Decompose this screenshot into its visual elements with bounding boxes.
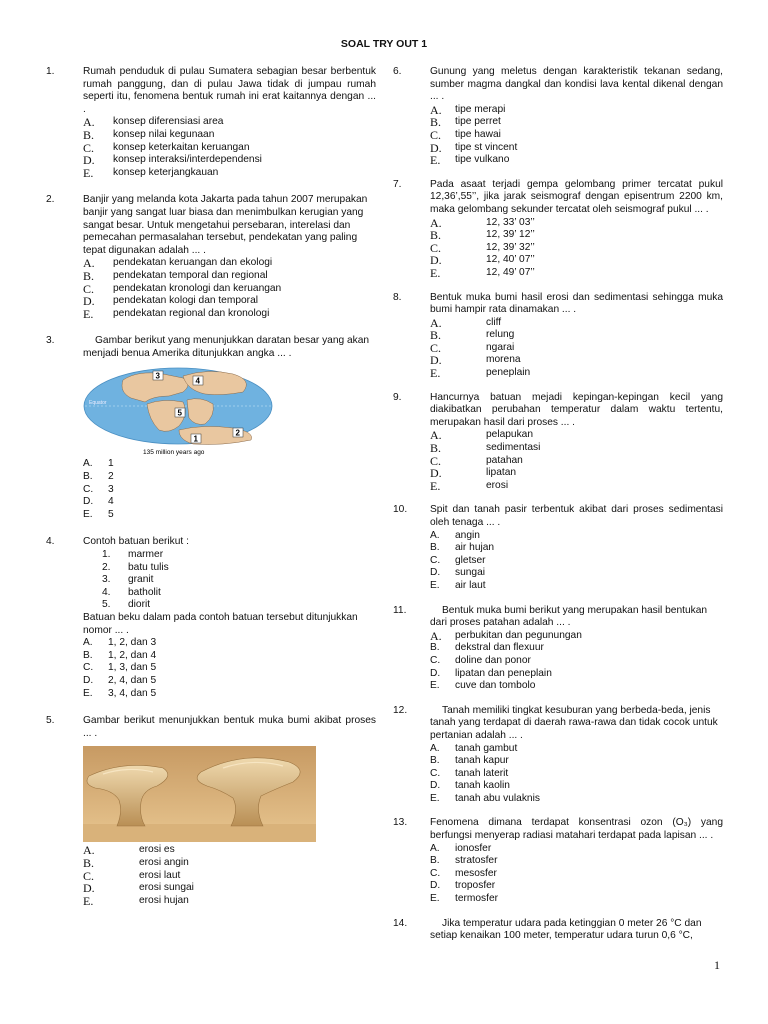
option-text: ionosfer bbox=[455, 842, 492, 854]
item-number: 3. bbox=[102, 574, 111, 586]
options bbox=[83, 637, 376, 700]
option-d[interactable] bbox=[430, 780, 723, 793]
option-letter: D. bbox=[430, 466, 442, 481]
question-text: Gambar berikut menunjukkan bentuk muka bumi akibat proses ... . bbox=[83, 715, 376, 739]
options bbox=[430, 217, 723, 280]
option-letter: A. bbox=[83, 458, 93, 470]
option-letter: C. bbox=[430, 240, 442, 255]
option-letter: D. bbox=[430, 780, 441, 792]
option-letter: C. bbox=[83, 140, 95, 155]
question-11 bbox=[393, 605, 723, 693]
option-a[interactable] bbox=[430, 630, 723, 643]
options bbox=[430, 743, 723, 806]
option-letter: B. bbox=[83, 268, 95, 283]
option-c[interactable] bbox=[430, 455, 723, 468]
option-d[interactable] bbox=[430, 354, 723, 367]
option-letter: D. bbox=[83, 294, 95, 309]
option-c[interactable] bbox=[83, 662, 376, 675]
option-text: erosi angin bbox=[139, 856, 189, 868]
question-text: Gambar berikut yang menunjukkan daratan besar yang akan menjadi benua Amerika ditunjukkan angka ... . bbox=[83, 335, 370, 359]
option-d[interactable] bbox=[83, 295, 376, 308]
option-text: dekstral dan flexuur bbox=[455, 642, 544, 654]
option-letter: E. bbox=[83, 306, 94, 321]
option-letter: E. bbox=[430, 366, 441, 381]
option-letter: A. bbox=[430, 315, 442, 330]
option-text: ngarai bbox=[486, 341, 515, 353]
question-number: 13. bbox=[393, 817, 408, 829]
option-letter: A. bbox=[430, 215, 442, 230]
option-letter: E. bbox=[83, 893, 94, 908]
question-8 bbox=[393, 292, 723, 380]
option-b[interactable] bbox=[83, 270, 376, 283]
option-e[interactable] bbox=[430, 367, 723, 380]
option-text: 1, 2, dan 3 bbox=[108, 637, 157, 649]
option-text: erosi bbox=[486, 479, 509, 491]
option-text: 12, 49’ 07’’ bbox=[486, 266, 535, 278]
option-a[interactable] bbox=[83, 844, 376, 857]
option-e[interactable] bbox=[83, 688, 376, 701]
question-1 bbox=[46, 66, 376, 179]
option-text: termosfer bbox=[455, 893, 499, 905]
question-number: 4. bbox=[46, 536, 55, 548]
option-text: pelapukan bbox=[486, 429, 534, 441]
option-text: konsep keterjangkauan bbox=[113, 166, 219, 178]
option-text: morena bbox=[486, 354, 521, 366]
option-text: angin bbox=[455, 529, 480, 541]
option-letter: C. bbox=[430, 340, 442, 355]
option-text: 3 bbox=[108, 483, 114, 495]
option-letter: A. bbox=[83, 637, 93, 649]
option-c[interactable] bbox=[430, 129, 723, 142]
option-text: peneplain bbox=[486, 367, 531, 379]
option-text: 12, 40’ 07’’ bbox=[486, 254, 535, 266]
option-text: tanah gambut bbox=[455, 742, 518, 754]
rock-list bbox=[102, 549, 376, 612]
option-text: 4 bbox=[108, 496, 114, 508]
item-number: 2. bbox=[102, 561, 111, 573]
option-text: cuve dan tombolo bbox=[455, 680, 536, 692]
question-14 bbox=[393, 918, 723, 943]
options bbox=[430, 104, 723, 167]
question-number: 10. bbox=[393, 504, 408, 516]
list-item bbox=[102, 574, 376, 587]
option-e[interactable] bbox=[430, 893, 723, 906]
option-a[interactable] bbox=[430, 317, 723, 330]
question-text-2-content: Batuan beku dalam pada contoh batuan tersebut ditunjukkan nomor ... . bbox=[83, 612, 358, 636]
map-label-2: 2 bbox=[235, 428, 240, 438]
pangaea-map bbox=[83, 366, 273, 456]
question-text: Contoh batuan berikut : bbox=[83, 536, 189, 548]
option-b[interactable] bbox=[83, 650, 376, 663]
option-letter: C. bbox=[83, 483, 94, 495]
option-c[interactable] bbox=[83, 142, 376, 155]
item-text: batholit bbox=[128, 586, 161, 598]
option-letter: E. bbox=[83, 508, 93, 520]
item-text: diorit bbox=[128, 599, 151, 611]
option-text: 12, 33’ 03’’ bbox=[486, 216, 535, 228]
options bbox=[430, 843, 723, 906]
question-number: 6. bbox=[393, 66, 402, 77]
question-text: Bentuk muka bumi hasil erosi dan sedimentasi sehingga muka bumi hampir rata dinamakan ... . bbox=[430, 291, 723, 316]
option-letter: A. bbox=[430, 628, 442, 643]
option-a[interactable] bbox=[430, 217, 723, 230]
option-a[interactable] bbox=[430, 843, 723, 856]
page-number: 1 bbox=[714, 958, 720, 973]
option-letter: A. bbox=[83, 115, 95, 130]
option-d[interactable] bbox=[83, 882, 376, 895]
option-a[interactable] bbox=[83, 257, 376, 270]
option-e[interactable] bbox=[430, 267, 723, 280]
rock-formation-photo bbox=[83, 746, 316, 842]
option-c[interactable] bbox=[430, 768, 723, 781]
option-text: tanah abu vulaknis bbox=[455, 792, 540, 804]
option-letter: D. bbox=[83, 153, 95, 168]
question-number: 11. bbox=[393, 604, 407, 616]
options bbox=[83, 458, 376, 521]
option-letter: B. bbox=[430, 441, 442, 456]
option-c[interactable] bbox=[83, 870, 376, 883]
option-text: air hujan bbox=[455, 542, 495, 554]
option-text: 3, 4, dan 5 bbox=[108, 687, 157, 699]
option-b[interactable] bbox=[430, 542, 723, 555]
option-letter: E. bbox=[430, 265, 441, 280]
option-c[interactable] bbox=[430, 242, 723, 255]
option-letter: E. bbox=[430, 792, 440, 804]
question-12 bbox=[393, 705, 723, 806]
item-number: 1. bbox=[102, 549, 111, 561]
option-letter: A. bbox=[83, 843, 95, 858]
option-d[interactable] bbox=[430, 142, 723, 155]
equator-label: Equator bbox=[89, 400, 107, 407]
option-b[interactable] bbox=[430, 855, 723, 868]
option-text: 2 bbox=[108, 471, 114, 483]
option-text: 1 bbox=[108, 458, 114, 470]
left-column bbox=[46, 66, 376, 922]
question-number: 14. bbox=[393, 917, 408, 929]
option-c[interactable] bbox=[83, 484, 376, 497]
question-text: Spit dan tanah pasir terbentuk akibat dari proses sedimentasi oleh tenaga ... . bbox=[430, 504, 723, 528]
option-d[interactable] bbox=[430, 567, 723, 580]
option-letter: B. bbox=[430, 855, 440, 867]
map-label-5: 5 bbox=[177, 408, 182, 418]
option-text: air laut bbox=[455, 579, 486, 591]
question-number: 2. bbox=[46, 194, 55, 206]
option-letter: C. bbox=[83, 868, 95, 883]
question-number: 5. bbox=[46, 715, 55, 727]
map-caption: 135 million years ago bbox=[143, 449, 205, 457]
world-map-image bbox=[83, 366, 273, 456]
option-e[interactable] bbox=[430, 793, 723, 806]
option-b[interactable] bbox=[430, 642, 723, 655]
option-a[interactable] bbox=[430, 743, 723, 756]
option-a[interactable] bbox=[430, 104, 723, 117]
option-a[interactable] bbox=[430, 530, 723, 543]
mushroom-rock-image bbox=[83, 746, 316, 842]
option-text: erosi sungai bbox=[139, 882, 194, 894]
option-letter: A. bbox=[430, 742, 440, 754]
option-text: tanah kaolin bbox=[455, 780, 510, 792]
option-letter: C. bbox=[83, 662, 94, 674]
option-e[interactable] bbox=[83, 895, 376, 908]
option-a[interactable] bbox=[83, 637, 376, 650]
option-a[interactable] bbox=[83, 116, 376, 129]
map-label-4: 4 bbox=[195, 376, 200, 386]
question-text: Fenomena dimana terdapat konsentrasi ozon (O₃) yang berfungsi menyerap radiasi matahari terdapat pada lapisan ... . bbox=[430, 817, 723, 842]
option-e[interactable] bbox=[430, 680, 723, 693]
option-text: gletser bbox=[455, 554, 486, 566]
options bbox=[430, 530, 723, 593]
item-text: granit bbox=[128, 574, 154, 586]
option-letter: D. bbox=[430, 667, 441, 679]
option-letter: B. bbox=[430, 115, 442, 130]
option-text: doline dan ponor bbox=[455, 654, 531, 666]
option-d[interactable] bbox=[83, 496, 376, 509]
option-text: tipe merapi bbox=[455, 103, 506, 115]
question-text: Rumah penduduk di pulau Sumatera sebagian besar berbentuk rumah panggung, dan di pulau Jawa tidak di jumpau rumah seperti itu, fenomena bentuk rumah ini erat kaitannya dengan ... . bbox=[83, 66, 376, 115]
option-text: patahan bbox=[486, 454, 523, 466]
option-b[interactable] bbox=[83, 471, 376, 484]
question-text: Banjir yang melanda kota Jakarta pada tahun 2007 merupakan banjir yang sangat luar biasa dan menimbulkan kerugian yang sangat besar. Untuk mengetahui persebaran, interelasi dan pemecahan permasalahan tersebut, pendekatan yang paling tepat digunakan adalah ... . bbox=[83, 194, 368, 256]
option-text: sungai bbox=[455, 567, 486, 579]
option-a[interactable] bbox=[430, 429, 723, 442]
map-label-1: 1 bbox=[193, 434, 198, 444]
option-e[interactable] bbox=[83, 308, 376, 321]
options bbox=[83, 257, 376, 320]
option-text: pendekatan keruangan dan ekologi bbox=[113, 257, 273, 269]
page-title: SOAL TRY OUT 1 bbox=[340, 38, 428, 50]
option-letter: A. bbox=[83, 256, 95, 271]
option-text: lipatan dan peneplain bbox=[455, 667, 552, 679]
option-text: lipatan bbox=[486, 467, 517, 479]
options bbox=[83, 844, 376, 907]
option-letter: B. bbox=[83, 855, 95, 870]
item-number: 5. bbox=[102, 599, 111, 611]
item-text: batu tulis bbox=[128, 561, 169, 573]
option-text: 5 bbox=[108, 508, 114, 520]
option-letter: A. bbox=[430, 529, 440, 541]
option-letter: C. bbox=[430, 554, 441, 566]
option-letter: B. bbox=[83, 649, 93, 661]
option-text: relung bbox=[486, 329, 515, 341]
option-text: erosi es bbox=[139, 844, 175, 856]
question-6 bbox=[393, 66, 723, 167]
option-text: mesosfer bbox=[455, 867, 497, 879]
option-letter: A. bbox=[430, 102, 442, 117]
option-text: tipe perret bbox=[455, 116, 501, 128]
option-e[interactable] bbox=[430, 580, 723, 593]
option-letter: D. bbox=[83, 496, 94, 508]
option-letter: B. bbox=[430, 542, 440, 554]
option-text: pendekatan kronologi dan keruangan bbox=[113, 282, 282, 294]
option-letter: C. bbox=[430, 867, 441, 879]
option-letter: E. bbox=[83, 165, 94, 180]
option-d[interactable] bbox=[430, 668, 723, 681]
option-text: troposfer bbox=[455, 880, 496, 892]
option-letter: B. bbox=[83, 471, 93, 483]
option-letter: E. bbox=[430, 893, 440, 905]
option-text: perbukitan dan pegunungan bbox=[455, 629, 582, 641]
item-number: 4. bbox=[102, 586, 111, 598]
options bbox=[430, 630, 723, 693]
option-d[interactable] bbox=[83, 154, 376, 167]
question-number: 3. bbox=[46, 335, 55, 347]
list-item bbox=[102, 549, 376, 562]
option-d[interactable] bbox=[430, 880, 723, 893]
option-letter: E. bbox=[430, 579, 440, 591]
list-item bbox=[102, 587, 376, 600]
question-13 bbox=[393, 817, 723, 905]
option-letter: D. bbox=[83, 881, 95, 896]
option-letter: C. bbox=[430, 767, 441, 779]
option-letter: A. bbox=[430, 428, 442, 443]
option-letter: D. bbox=[83, 674, 94, 686]
option-letter: B. bbox=[430, 755, 440, 767]
options bbox=[430, 429, 723, 492]
option-letter: B. bbox=[430, 228, 442, 243]
option-text: 1, 3, dan 5 bbox=[108, 662, 157, 674]
question-text: Gunung yang meletus dengan karakteristik tekanan sedang, sumber magma dangkal dan kondisi lava kental dikenal dengan ... . bbox=[430, 66, 723, 103]
option-text: erosi hujan bbox=[139, 894, 189, 906]
question-number: 8. bbox=[393, 291, 402, 303]
question-text-2 bbox=[83, 612, 376, 637]
question-4 bbox=[46, 536, 376, 700]
option-text: pendekatan kologi dan temporal bbox=[113, 295, 258, 307]
list-item bbox=[102, 599, 376, 612]
option-b[interactable] bbox=[430, 755, 723, 768]
option-text: tipe st vincent bbox=[455, 141, 518, 153]
option-letter: B. bbox=[430, 328, 442, 343]
question-7 bbox=[393, 179, 723, 280]
question-2 bbox=[46, 194, 376, 320]
option-text: pendekatan regional dan kronologi bbox=[113, 307, 270, 319]
option-b[interactable] bbox=[430, 229, 723, 242]
question-text: Pada asaat terjadi gempa gelombang primer tercatat pukul 12,36’,55’’, jika jarak seismograf dengan episentrum 2200 km, maka gelombang sekunder tercatat oleh seismograf pukul ... . bbox=[430, 178, 723, 215]
option-c[interactable] bbox=[83, 283, 376, 296]
option-b[interactable] bbox=[430, 442, 723, 455]
question-5 bbox=[46, 715, 376, 907]
question-text: Hancurnya batuan mejadi kepingan-kepingan kecil yang diakibatkan perubahan temperatur dalam waktu tertentu, merupakan hasil dari proses ... . bbox=[430, 391, 723, 428]
option-c[interactable] bbox=[430, 555, 723, 568]
item-text: marmer bbox=[128, 549, 164, 561]
option-d[interactable] bbox=[83, 675, 376, 688]
option-e[interactable] bbox=[430, 480, 723, 493]
question-number: 12. bbox=[393, 704, 408, 716]
option-letter: E. bbox=[83, 687, 93, 699]
option-text: 12, 39’ 12’’ bbox=[486, 229, 535, 241]
option-letter: A. bbox=[430, 842, 440, 854]
option-text: 2, 4, dan 5 bbox=[108, 674, 157, 686]
option-d[interactable] bbox=[430, 467, 723, 480]
option-letter: D. bbox=[430, 567, 441, 579]
option-b[interactable] bbox=[430, 116, 723, 129]
options bbox=[83, 116, 376, 179]
option-c[interactable] bbox=[430, 655, 723, 668]
list-item bbox=[102, 562, 376, 575]
option-e[interactable] bbox=[83, 509, 376, 522]
question-number: 9. bbox=[393, 391, 402, 403]
option-letter: D. bbox=[430, 353, 442, 368]
question-text: Tanah memiliki tingkat kesuburan yang berbeda-beda, jenis tanah yang terdapat di daerah rawa-rawa dan tidak cocok untuk pertanian adalah ... . bbox=[430, 704, 718, 741]
option-letter: D. bbox=[430, 140, 442, 155]
option-b[interactable] bbox=[430, 329, 723, 342]
option-text: tipe vulkano bbox=[455, 154, 510, 166]
question-number: 7. bbox=[393, 178, 402, 190]
question-3 bbox=[46, 335, 376, 521]
option-text: 12, 39’ 32’’ bbox=[486, 241, 535, 253]
option-a[interactable] bbox=[83, 458, 376, 471]
question-number: 1. bbox=[46, 66, 55, 77]
option-c[interactable] bbox=[430, 868, 723, 881]
option-b[interactable] bbox=[83, 129, 376, 142]
option-d[interactable] bbox=[430, 254, 723, 267]
option-e[interactable] bbox=[430, 154, 723, 167]
option-letter: E. bbox=[430, 153, 441, 168]
option-letter: C. bbox=[430, 453, 442, 468]
option-text: konsep nilai kegunaan bbox=[113, 128, 215, 140]
options bbox=[430, 317, 723, 380]
option-text: erosi laut bbox=[139, 869, 181, 881]
option-text: konsep diferensiasi area bbox=[113, 116, 224, 128]
option-text: stratosfer bbox=[455, 855, 498, 867]
question-text: Bentuk muka bumi berikut yang merupakan hasil bentukan dari proses patahan adalah ... . bbox=[430, 604, 708, 629]
option-text: cliff bbox=[486, 316, 502, 328]
option-text: konsep interaksi/interdependensi bbox=[113, 154, 262, 166]
question-9 bbox=[393, 392, 723, 493]
option-letter: E. bbox=[430, 478, 441, 493]
option-c[interactable] bbox=[430, 342, 723, 355]
option-text: sedimentasi bbox=[486, 442, 541, 454]
option-letter: C. bbox=[430, 654, 441, 666]
option-text: tanah kapur bbox=[455, 755, 509, 767]
question-text: Jika temperatur udara pada ketinggian 0 meter 26 °C dan setiap kenaikan 100 meter, temperatur udara turun 0,6 °C, bbox=[430, 917, 702, 942]
option-text: konsep keterkaitan keruangan bbox=[113, 141, 250, 153]
option-letter: C. bbox=[83, 281, 95, 296]
option-letter: D. bbox=[430, 253, 442, 268]
option-letter: B. bbox=[83, 127, 95, 142]
map-label-3: 3 bbox=[155, 371, 160, 381]
option-text: pendekatan temporal dan regional bbox=[113, 269, 268, 281]
option-e[interactable] bbox=[83, 167, 376, 180]
option-letter: C. bbox=[430, 127, 442, 142]
option-text: tipe hawai bbox=[455, 128, 501, 140]
option-letter: E. bbox=[430, 680, 440, 692]
option-letter: D. bbox=[430, 880, 441, 892]
right-column bbox=[393, 66, 723, 958]
question-10 bbox=[393, 504, 723, 592]
option-letter: B. bbox=[430, 642, 440, 654]
option-text: 1, 2, dan 4 bbox=[108, 649, 157, 661]
option-text: tanah laterit bbox=[455, 767, 509, 779]
option-b[interactable] bbox=[83, 857, 376, 870]
